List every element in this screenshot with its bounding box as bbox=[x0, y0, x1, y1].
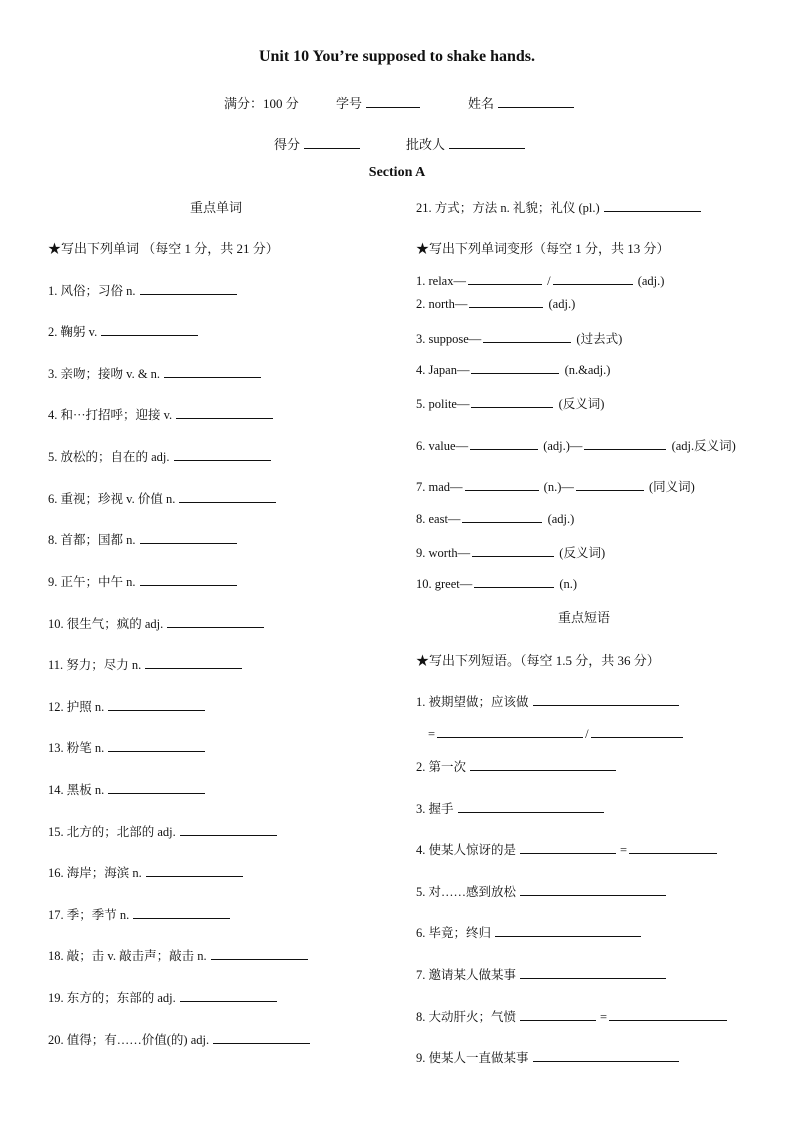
form-item bbox=[416, 361, 610, 378]
student-id-blank[interactable] bbox=[366, 95, 420, 108]
answer-blank[interactable] bbox=[211, 947, 308, 960]
page-title: Unit 10 You’re supposed to shake hands. bbox=[258, 48, 536, 65]
name-field[interactable] bbox=[468, 93, 574, 112]
vocab-item bbox=[48, 780, 205, 798]
answer-blank[interactable] bbox=[458, 800, 604, 813]
phrase-item bbox=[416, 840, 719, 858]
answer-blank[interactable] bbox=[174, 448, 271, 461]
answer-blank[interactable] bbox=[471, 361, 559, 374]
form-prompt: 8. east— bbox=[416, 512, 461, 526]
answer-blank[interactable] bbox=[179, 490, 276, 503]
answer-blank[interactable] bbox=[140, 531, 237, 544]
form-item bbox=[416, 543, 605, 561]
vocab-prompt: 6. 重视；珍视 v. 价值 n. bbox=[48, 492, 176, 506]
phrase-item bbox=[416, 965, 666, 983]
phrase-item bbox=[416, 757, 616, 775]
name-label: 姓名 bbox=[468, 96, 495, 111]
name-blank[interactable] bbox=[498, 95, 574, 108]
form-item bbox=[416, 436, 736, 454]
vocab-item bbox=[48, 946, 308, 964]
answer-blank[interactable] bbox=[180, 823, 277, 836]
answer-blank[interactable] bbox=[604, 199, 701, 212]
score-label: 得分 bbox=[274, 137, 301, 152]
phrase-prompt: 3. 握手 bbox=[416, 802, 454, 816]
vocab-heading: 重点单词 bbox=[190, 200, 243, 215]
form-prompt: 3. suppose— bbox=[416, 332, 482, 346]
form-prompt: 9. worth— bbox=[416, 546, 471, 560]
student-id-label: 学号 bbox=[336, 96, 363, 111]
answer-blank[interactable] bbox=[470, 758, 616, 771]
vocab-item bbox=[48, 655, 242, 673]
equals-sign: = bbox=[600, 1010, 608, 1024]
form-item bbox=[416, 295, 575, 312]
answer-blank[interactable] bbox=[462, 510, 542, 523]
answer-blank[interactable] bbox=[146, 864, 243, 877]
equals-sign: = bbox=[428, 727, 436, 741]
form-prompt-suffix: (反义词) bbox=[555, 397, 605, 411]
form-prompt: 4. Japan— bbox=[416, 363, 470, 377]
form-prompt-suffix: (adj.) bbox=[634, 274, 665, 288]
vocab-prompt: 3. 亲吻；接吻 v. & n. bbox=[48, 367, 161, 381]
answer-blank[interactable] bbox=[520, 966, 666, 979]
phrase-item bbox=[416, 1048, 679, 1066]
form-prompt: 6. value— bbox=[416, 439, 469, 453]
phrase-item bbox=[416, 692, 679, 710]
answer-blank[interactable] bbox=[145, 656, 242, 669]
answer-blank[interactable] bbox=[553, 272, 633, 285]
form-item bbox=[416, 575, 577, 592]
phrase-prompt: 5. 对……感到放松 bbox=[416, 885, 517, 899]
answer-blank[interactable] bbox=[584, 437, 666, 450]
form-prompt-suffix: (n.)— bbox=[540, 480, 574, 494]
form-item bbox=[416, 510, 574, 527]
phrase-prompt: 8. 大动肝火；气愤 bbox=[416, 1010, 517, 1024]
answer-blank[interactable] bbox=[469, 295, 543, 308]
answer-blank[interactable] bbox=[591, 725, 683, 738]
forms-instruction: ★写出下列单词变形（每空 1 分，共 13 分） bbox=[416, 241, 670, 256]
vocab-item bbox=[48, 988, 277, 1006]
full-score-label: 满分：100 分 bbox=[224, 96, 299, 111]
grader-blank[interactable] bbox=[449, 136, 525, 149]
vocab-item bbox=[48, 614, 264, 632]
form-prompt-suffix: (n.&adj.) bbox=[561, 363, 611, 377]
answer-blank[interactable] bbox=[471, 395, 553, 408]
form-item bbox=[416, 272, 664, 289]
form-prompt-suffix: (过去式) bbox=[573, 332, 623, 346]
form-prompt: 10. greet— bbox=[416, 577, 473, 591]
answer-blank[interactable] bbox=[629, 841, 717, 854]
score-field[interactable] bbox=[274, 134, 360, 153]
vocab-prompt: 9. 正午；中午 n. bbox=[48, 575, 136, 589]
vocab-item bbox=[48, 738, 205, 756]
vocab-prompt: 15. 北方的；北部的 adj. bbox=[48, 825, 176, 839]
vocab-prompt: 2. 鞠躬 v. bbox=[48, 325, 98, 339]
form-item bbox=[416, 477, 695, 495]
vocab-item bbox=[48, 489, 276, 507]
phrase-item bbox=[416, 799, 604, 817]
score-blank[interactable] bbox=[304, 136, 360, 149]
form-prompt-suffix: / bbox=[543, 274, 551, 288]
vocab-item bbox=[48, 281, 237, 299]
answer-blank[interactable] bbox=[176, 406, 273, 419]
phrase-prompt: 9. 使某人一直做某事 bbox=[416, 1051, 529, 1065]
answer-blank[interactable] bbox=[133, 906, 230, 919]
answer-blank[interactable] bbox=[474, 575, 554, 588]
answer-blank[interactable] bbox=[180, 989, 277, 1002]
form-prompt: 7. mad— bbox=[416, 480, 463, 494]
vocab-item bbox=[48, 863, 243, 881]
form-prompt-suffix: (n.) bbox=[556, 577, 578, 591]
grader-label: 批改人 bbox=[406, 137, 446, 152]
answer-blank[interactable] bbox=[108, 698, 205, 711]
phrase-prompt: 4. 使某人惊讶的是 bbox=[416, 843, 517, 857]
vocab-prompt: 14. 黑板 n. bbox=[48, 783, 105, 797]
phrase-item bbox=[416, 1007, 729, 1025]
form-item bbox=[416, 394, 604, 412]
form-prompt: 2. north— bbox=[416, 297, 468, 311]
form-prompt-suffix: (反义词) bbox=[556, 546, 606, 560]
form-prompt: 5. polite— bbox=[416, 397, 470, 411]
vocab-instruction: ★写出下列单词 （每空 1 分，共 21 分） bbox=[48, 241, 279, 256]
answer-blank[interactable] bbox=[533, 1049, 679, 1062]
vocab-item bbox=[48, 822, 277, 840]
vocab-prompt: 4. 和···打招呼；迎接 v. bbox=[48, 408, 173, 422]
form-prompt-suffix: (adj.反义词) bbox=[668, 439, 736, 453]
answer-blank[interactable] bbox=[470, 437, 538, 450]
answer-blank[interactable] bbox=[609, 1008, 727, 1021]
answer-blank[interactable] bbox=[164, 365, 261, 378]
answer-blank[interactable] bbox=[108, 781, 205, 794]
student-id-field[interactable] bbox=[336, 93, 420, 112]
vocab-prompt: 1. 风俗；习俗 n. bbox=[48, 284, 136, 298]
vocab-item bbox=[48, 447, 271, 465]
section-title: Section A bbox=[368, 165, 426, 180]
answer-blank[interactable] bbox=[140, 573, 237, 586]
vocab-prompt: 10. 很生气；疯的 adj. bbox=[48, 617, 164, 631]
answer-blank[interactable] bbox=[108, 739, 205, 752]
phrases-instruction: ★写出下列短语。（每空 1.5 分，共 36 分） bbox=[416, 653, 660, 668]
vocab-prompt: 11. 努力；尽力 n. bbox=[48, 658, 142, 672]
answer-blank[interactable] bbox=[520, 841, 616, 854]
vocab-item bbox=[48, 530, 237, 548]
grader-field[interactable] bbox=[406, 134, 525, 153]
phrase-prompt: 6. 毕竟；终归 bbox=[416, 926, 492, 940]
phrase-item bbox=[416, 882, 666, 900]
vocab-prompt: 20. 值得；有……价值(的) adj. bbox=[48, 1033, 210, 1047]
vocab-prompt: 21. 方式；方法 n. 礼貌；礼仪 (pl.) bbox=[416, 201, 600, 215]
answer-blank[interactable] bbox=[533, 693, 679, 706]
answer-blank[interactable] bbox=[472, 544, 554, 557]
answer-blank[interactable] bbox=[101, 323, 198, 336]
answer-blank[interactable] bbox=[140, 282, 237, 295]
equals-sign: = bbox=[620, 843, 628, 857]
vocab-prompt: 16. 海岸；海滨 n. bbox=[48, 866, 142, 880]
form-prompt-suffix: (同义词) bbox=[645, 480, 695, 494]
vocab-item bbox=[416, 198, 701, 216]
vocab-prompt: 18. 敲；击 v. 敲击声；敲击 n. bbox=[48, 949, 207, 963]
form-prompt-suffix: (adj.) bbox=[544, 512, 575, 526]
phrase-item bbox=[428, 725, 685, 742]
vocab-prompt: 19. 东方的；东部的 adj. bbox=[48, 991, 176, 1005]
answer-blank[interactable] bbox=[520, 883, 666, 896]
answer-blank[interactable] bbox=[167, 615, 264, 628]
vocab-item bbox=[48, 697, 205, 715]
vocab-prompt: 13. 粉笔 n. bbox=[48, 741, 105, 755]
answer-blank[interactable] bbox=[437, 725, 583, 738]
vocab-item bbox=[48, 572, 237, 590]
form-prompt-suffix: (adj.)— bbox=[540, 439, 583, 453]
phrase-prompt: 1. 被期望做；应该做 bbox=[416, 695, 529, 709]
vocab-item bbox=[48, 1030, 310, 1048]
vocab-item bbox=[48, 322, 198, 340]
vocab-item bbox=[48, 364, 261, 382]
vocab-prompt: 5. 放松的；自在的 adj. bbox=[48, 450, 170, 464]
slash-sign: / bbox=[585, 727, 589, 741]
answer-blank[interactable] bbox=[576, 478, 644, 491]
answer-blank[interactable] bbox=[465, 478, 539, 491]
phrase-item bbox=[416, 923, 641, 941]
answer-blank[interactable] bbox=[213, 1031, 310, 1044]
vocab-item bbox=[48, 905, 230, 923]
phrases-heading: 重点短语 bbox=[558, 610, 611, 625]
vocab-prompt: 17. 季；季节 n. bbox=[48, 908, 130, 922]
answer-blank[interactable] bbox=[483, 330, 571, 343]
vocab-prompt: 12. 护照 n. bbox=[48, 700, 105, 714]
answer-blank[interactable] bbox=[468, 272, 542, 285]
answer-blank[interactable] bbox=[495, 924, 641, 937]
vocab-item bbox=[48, 405, 273, 423]
vocab-prompt: 8. 首都；国都 n. bbox=[48, 533, 136, 547]
answer-blank[interactable] bbox=[520, 1008, 596, 1021]
form-item bbox=[416, 329, 622, 347]
form-prompt-suffix: (adj.) bbox=[545, 297, 576, 311]
form-prompt: 1. relax— bbox=[416, 274, 466, 288]
phrase-prompt: 2. 第一次 bbox=[416, 760, 467, 774]
phrase-prompt: 7. 邀请某人做某事 bbox=[416, 968, 517, 982]
